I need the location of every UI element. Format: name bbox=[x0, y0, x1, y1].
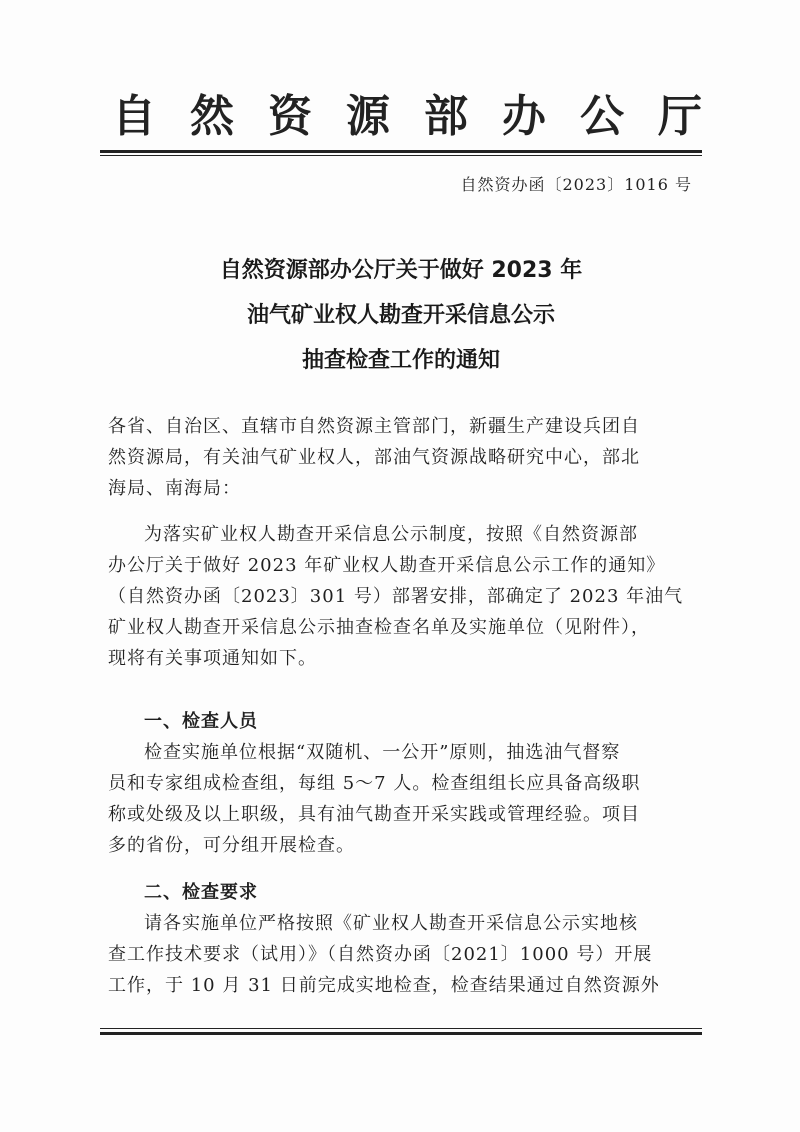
issuer-masthead bbox=[112, 92, 702, 142]
section-line: 检查实施单位根据“双随机、一公开”原则，抽选油气督察 bbox=[144, 742, 621, 763]
section-line: 请各实施单位严格按照《矿业权人勘查开采信息公示实地核 bbox=[144, 913, 638, 934]
section-heading: 二、检查要求 bbox=[144, 882, 258, 903]
addressee-line: 海局、南海局： bbox=[108, 478, 241, 499]
section-line: 查工作技术要求（试用）》（自然资办函〔2021〕1000 号）开展 bbox=[108, 944, 653, 965]
masthead-char: 资 bbox=[268, 91, 312, 142]
masthead-char: 办 bbox=[502, 91, 546, 142]
title-line: 油气矿业权人勘查开采信息公示 bbox=[246, 303, 555, 328]
masthead-char: 自 bbox=[112, 91, 156, 142]
intro-line: 办公厅关于做好 2023 年矿业权人勘查开采信息公示工作的通知》 bbox=[108, 555, 666, 576]
title-line: 抽查检查工作的通知 bbox=[301, 348, 500, 373]
intro-line: 现将有关事项通知如下。 bbox=[108, 648, 317, 669]
section-line: 多的省份，可分组开展检查。 bbox=[108, 835, 355, 856]
section-line: 工作，于 10 月 31 日前完成实地检查，检查结果通过自然资源外 bbox=[108, 975, 660, 996]
document-number: 自然资办函〔2023〕1016 号 bbox=[460, 175, 692, 194]
masthead-char: 公 bbox=[580, 91, 624, 142]
intro-line: 为落实矿业权人勘查开采信息公示制度，按照《自然资源部 bbox=[144, 524, 638, 545]
masthead-char: 然 bbox=[190, 91, 234, 142]
section-line: 称或处级及以上职级，具有油气勘查开采实践或管理经验。项目 bbox=[108, 804, 640, 825]
intro-line: 矿业权人勘查开采信息公示抽查检查名单及实施单位（见附件）， bbox=[108, 617, 650, 638]
section-heading: 一、检查人员 bbox=[144, 711, 258, 732]
masthead-rule-thick bbox=[100, 150, 702, 153]
masthead-char: 厅 bbox=[658, 91, 702, 142]
section-personnel bbox=[108, 706, 693, 861]
addressee-line: 各省、自治区、直辖市自然资源主管部门，新疆生产建设兵团自 bbox=[108, 416, 640, 437]
addressee-line: 然资源局，有关油气矿业权人，部油气资源战略研究中心，部北 bbox=[108, 447, 640, 468]
footer-rule-thin bbox=[100, 1028, 702, 1029]
section-requirements bbox=[108, 877, 693, 1001]
section-line: 员和专家组成检查组，每组 5～7 人。检查组组长应具备高级职 bbox=[108, 773, 641, 794]
intro-line: （自然资办函〔2023〕301 号）部署安排，部确定了 2023 年油气 bbox=[108, 586, 684, 607]
title-line: 自然资源部办公厅关于做好 2023 年 bbox=[219, 258, 583, 283]
intro-paragraph bbox=[108, 519, 693, 674]
addressee-block bbox=[108, 411, 693, 504]
masthead-char: 部 bbox=[424, 91, 468, 142]
document-title bbox=[100, 248, 702, 383]
footer-rule-thick bbox=[100, 1032, 702, 1035]
masthead-char: 源 bbox=[346, 91, 390, 142]
masthead-rule-thin bbox=[100, 155, 702, 156]
